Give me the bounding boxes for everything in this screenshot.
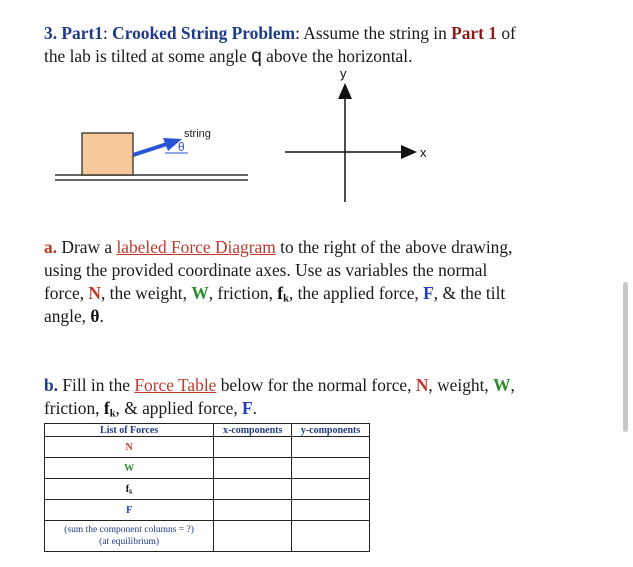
theta-label: θ [178,140,185,154]
part-a-line3-a: force, [44,283,89,303]
var-theta: θ [90,306,100,326]
part-a-line3-b: , the weight, [100,283,192,303]
part-a-line4 [44,305,104,328]
part-a-line1 [44,236,512,259]
cell-N-x[interactable] [214,437,292,458]
table-footer-row [45,521,370,552]
table-row [45,500,370,521]
part-a-text2: to the right of the above drawing, [275,237,513,257]
part-a-line3 [44,282,505,305]
heading-text-b: of [496,23,516,43]
part-b-line1 [44,374,515,397]
table-row [45,479,370,500]
cell-N-y[interactable] [292,437,370,458]
force-diagram-link[interactable]: labeled Force Diagram [116,237,276,257]
y-axis-arrowhead [338,83,352,99]
part-a-line4-b: . [99,306,104,326]
part-b-letter: b. [44,375,59,395]
cell-fk-y[interactable] [292,479,370,500]
var-W-b: W [493,375,511,395]
header-list-of-forces: List of Forces [45,424,214,437]
header-x-components: x-components [214,424,292,437]
scrollbar[interactable] [623,282,628,432]
part-reference: Part 1 [451,23,497,43]
x-axis-arrowhead [401,145,417,159]
table-header-row [45,424,370,437]
part-b-line2-b: , & applied force, [115,398,243,418]
table-row [45,458,370,479]
cell-W-y[interactable] [292,458,370,479]
part-a-letter: a. [44,237,58,257]
var-F-b: F [242,398,253,418]
part-b-line2-a: friction, [44,398,104,418]
crooked-string-figure [0,0,633,230]
string-line [133,143,170,155]
var-fk: $f_k$ [277,283,289,305]
part-b-text3: , weight, [428,375,494,395]
heading-colon: : [102,23,108,43]
part-a-line4-a: angle, [44,306,91,326]
problem-number: 3. [44,23,58,43]
angle-symbol: q [251,46,262,67]
heading-line2-a: the lab is tilted at some angle [44,46,252,66]
string-label: string [184,128,211,140]
heading-line2-b: above the horizontal. [261,46,413,66]
cell-W-x[interactable] [214,458,292,479]
cell-sum-x[interactable] [214,521,292,552]
cell-F-y[interactable] [292,500,370,521]
part-a-line3-c: , friction, [208,283,278,303]
part-label: Part1 [61,23,103,43]
part-b-line2 [44,397,257,420]
part-b-text2: below for the normal force, [216,375,416,395]
var-fk-b: $f_k$ [103,398,116,420]
var-F: F [423,283,434,303]
part-b-text1: Fill in the [58,375,135,395]
part-b-text4: , [510,375,515,395]
row-label-F: F [45,500,214,521]
row-label-N: N [45,437,214,458]
force-table-link[interactable]: Force Table [134,375,217,395]
part-a-line2: using the provided coordinate axes. Use as variables the normal [44,260,488,280]
part-a-text1: Draw a [57,237,117,257]
block [82,133,133,175]
header-y-components: y-components [292,424,370,437]
var-N-b: N [415,375,429,395]
part-b-line2-c: . [252,398,257,418]
var-W: W [191,283,209,303]
heading-text-a: : Assume the string in [295,23,452,43]
cell-fk-x[interactable] [214,479,292,500]
problem-title: Crooked String Problem [112,23,296,43]
sum-note: (sum the component columns = ?) (at equilibrium) [45,521,214,552]
row-label-fk: $f_k$ [45,479,214,500]
y-axis-label: y [340,66,347,81]
x-axis-label: x [420,145,427,160]
cell-F-x[interactable] [214,500,292,521]
part-a-line3-e: , & the tilt [433,283,506,303]
cell-sum-y[interactable] [292,521,370,552]
table-row [45,437,370,458]
force-table [44,423,370,552]
part-a-line3-d: , the applied force, [288,283,424,303]
row-label-W: W [45,458,214,479]
var-N: N [88,283,101,303]
